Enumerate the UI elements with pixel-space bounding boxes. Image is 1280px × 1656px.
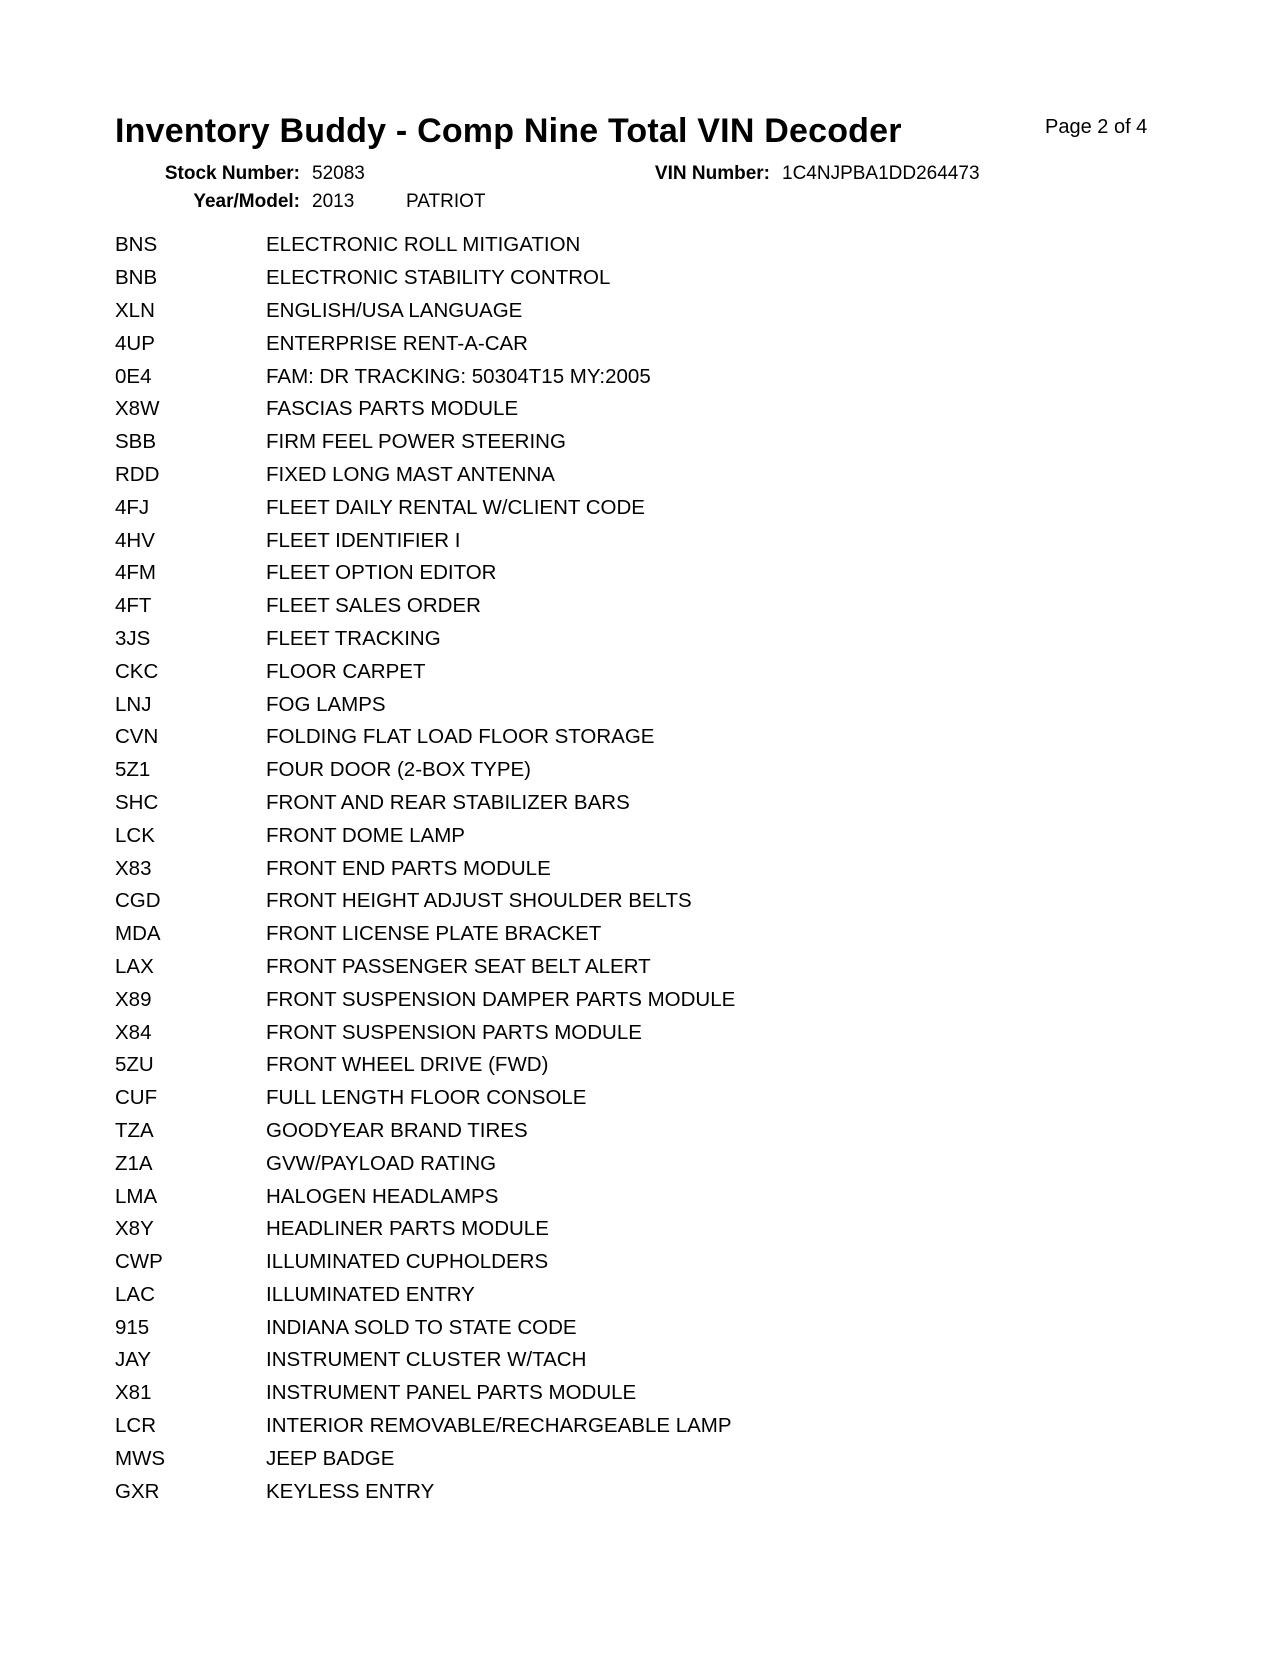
stock-number-label: Stock Number:: [164, 163, 300, 184]
option-row: [115, 1410, 1015, 1443]
option-description: FOG LAMPS: [266, 692, 386, 716]
vin-number-value: 1C4NJPBA1DD264473: [782, 163, 980, 184]
option-row: [115, 1147, 1015, 1180]
option-code: JAY: [115, 1348, 152, 1372]
option-row: [115, 557, 1015, 590]
option-code: LAC: [115, 1282, 155, 1306]
option-description: FLEET IDENTIFIER I: [266, 528, 461, 552]
option-code: 0E4: [115, 364, 152, 388]
option-row: [115, 1311, 1015, 1344]
option-description: HALOGEN HEADLAMPS: [266, 1184, 499, 1208]
option-code: 4FJ: [115, 495, 150, 519]
option-row: [115, 524, 1015, 557]
option-description: ELECTRONIC ROLL MITIGATION: [266, 233, 581, 257]
option-code: LNJ: [115, 692, 152, 716]
option-row: [115, 1180, 1015, 1213]
option-row: [115, 1279, 1015, 1312]
option-code: CUF: [115, 1086, 158, 1110]
option-code: 5Z1: [115, 758, 151, 782]
option-row: [115, 1475, 1015, 1508]
option-row: [115, 688, 1015, 721]
option-row: [115, 327, 1015, 360]
option-code: X81: [115, 1381, 152, 1405]
option-code: BNS: [115, 233, 158, 257]
option-description: ELECTRONIC STABILITY CONTROL: [266, 266, 611, 290]
option-row: [115, 1442, 1015, 1475]
option-row: [115, 885, 1015, 918]
option-code: X84: [115, 1020, 152, 1044]
option-code: TZA: [115, 1118, 154, 1142]
option-code: CWP: [115, 1250, 163, 1274]
option-code: LCR: [115, 1414, 157, 1438]
option-row: [115, 852, 1015, 885]
option-row: [115, 983, 1015, 1016]
option-description: FRONT PASSENGER SEAT BELT ALERT: [266, 954, 651, 978]
option-description: ILLUMINATED ENTRY: [266, 1282, 475, 1306]
option-row: [115, 229, 1015, 262]
option-description: FIRM FEEL POWER STEERING: [266, 430, 566, 454]
option-description: JEEP BADGE: [266, 1446, 395, 1470]
option-row: [115, 721, 1015, 754]
option-code: X89: [115, 987, 152, 1011]
option-code: LCK: [115, 823, 155, 847]
option-code: MDA: [115, 922, 161, 946]
option-code: LAX: [115, 954, 154, 978]
option-description: GVW/PAYLOAD RATING: [266, 1151, 497, 1175]
option-description: FRONT SUSPENSION PARTS MODULE: [266, 1020, 642, 1044]
option-description: FLEET DAILY RENTAL W/CLIENT CODE: [266, 495, 645, 519]
option-description: FOLDING FLAT LOAD FLOOR STORAGE: [266, 725, 655, 749]
year-model-label: Year/Model:: [193, 191, 300, 212]
option-description: FOUR DOOR (2-BOX TYPE): [266, 758, 532, 782]
option-code: SBB: [115, 430, 157, 454]
option-description: INTERIOR REMOVABLE/RECHARGEABLE LAMP: [266, 1414, 732, 1438]
option-description: FRONT WHEEL DRIVE (FWD): [266, 1053, 549, 1077]
option-description: FIXED LONG MAST ANTENNA: [266, 462, 555, 486]
option-row: [115, 1049, 1015, 1082]
option-row: [115, 295, 1015, 328]
option-code: LMA: [115, 1184, 158, 1208]
option-code: GXR: [115, 1479, 160, 1503]
page-indicator: Page 2 of 4: [1045, 116, 1148, 138]
option-description: ILLUMINATED CUPHOLDERS: [266, 1250, 549, 1274]
option-description: FRONT AND REAR STABILIZER BARS: [266, 790, 630, 814]
option-code: CGD: [115, 889, 161, 913]
option-row: [115, 393, 1015, 426]
option-code: 915: [115, 1315, 150, 1339]
option-description: FAM: DR TRACKING: 50304T15 MY:2005: [266, 364, 651, 388]
option-row: [115, 1213, 1015, 1246]
option-description: FRONT HEIGHT ADJUST SHOULDER BELTS: [266, 889, 692, 913]
option-code: 4HV: [115, 528, 155, 552]
option-code-list: [115, 229, 1015, 1508]
option-code: 4FM: [115, 561, 156, 585]
option-description: FLEET OPTION EDITOR: [266, 561, 497, 585]
option-description: ENGLISH/USA LANGUAGE: [266, 298, 523, 322]
option-code: CVN: [115, 725, 159, 749]
option-row: [115, 623, 1015, 656]
year-value: 2013: [312, 191, 355, 212]
option-row: [115, 754, 1015, 787]
option-description: HEADLINER PARTS MODULE: [266, 1217, 549, 1241]
vin-number-label: VIN Number:: [654, 163, 770, 184]
option-code: 3JS: [115, 626, 151, 650]
option-row: [115, 1115, 1015, 1148]
option-description: FLEET TRACKING: [266, 626, 441, 650]
option-code: RDD: [115, 462, 160, 486]
option-description: FULL LENGTH FLOOR CONSOLE: [266, 1086, 587, 1110]
option-description: FRONT LICENSE PLATE BRACKET: [266, 922, 602, 946]
option-row: [115, 1082, 1015, 1115]
option-code: XLN: [115, 298, 155, 322]
option-code: X8W: [115, 397, 160, 421]
option-description: ENTERPRISE RENT-A-CAR: [266, 331, 528, 355]
option-description: FASCIAS PARTS MODULE: [266, 397, 519, 421]
option-row: [115, 1016, 1015, 1049]
option-row: [115, 918, 1015, 951]
option-code: X8Y: [115, 1217, 154, 1241]
option-description: FLOOR CARPET: [266, 659, 426, 683]
option-row: [115, 459, 1015, 492]
option-code: BNB: [115, 266, 158, 290]
option-row: [115, 951, 1015, 984]
option-row: [115, 262, 1015, 295]
option-description: KEYLESS ENTRY: [266, 1479, 435, 1503]
option-code: 4UP: [115, 331, 155, 355]
option-description: FLEET SALES ORDER: [266, 594, 481, 618]
stock-number-value: 52083: [312, 163, 365, 184]
option-row: [115, 819, 1015, 852]
option-description: FRONT DOME LAMP: [266, 823, 465, 847]
option-row: [115, 491, 1015, 524]
option-code: CKC: [115, 659, 159, 683]
model-value: PATRIOT: [406, 191, 486, 212]
option-row: [115, 1377, 1015, 1410]
option-row: [115, 426, 1015, 459]
option-description: INSTRUMENT CLUSTER W/TACH: [266, 1348, 587, 1372]
option-description: FRONT END PARTS MODULE: [266, 856, 551, 880]
option-row: [115, 1246, 1015, 1279]
option-code: X83: [115, 856, 152, 880]
option-row: [115, 787, 1015, 820]
option-row: [115, 590, 1015, 623]
option-row: [115, 360, 1015, 393]
option-code: SHC: [115, 790, 159, 814]
option-description: INSTRUMENT PANEL PARTS MODULE: [266, 1381, 637, 1405]
option-description: INDIANA SOLD TO STATE CODE: [266, 1315, 577, 1339]
option-row: [115, 1344, 1015, 1377]
option-row: [115, 655, 1015, 688]
page-title: Inventory Buddy - Comp Nine Total VIN Decoder: [115, 112, 902, 150]
option-description: FRONT SUSPENSION DAMPER PARTS MODULE: [266, 987, 736, 1011]
option-code: 5ZU: [115, 1053, 154, 1077]
option-code: 4FT: [115, 594, 152, 618]
option-code: Z1A: [115, 1151, 153, 1175]
option-description: GOODYEAR BRAND TIRES: [266, 1118, 528, 1142]
option-code: MWS: [115, 1446, 166, 1470]
